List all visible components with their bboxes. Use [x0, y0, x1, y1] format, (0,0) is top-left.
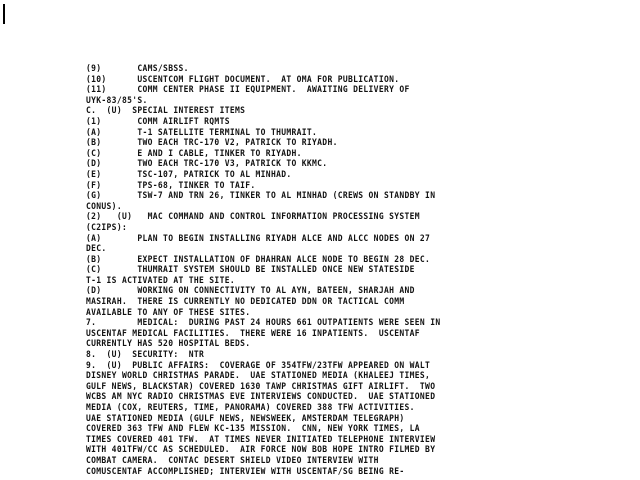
document-line: MEDIA (COX, REUTERS, TIME, PANORAMA) COVERED 388 TFW ACTIVITIES.	[86, 403, 415, 413]
document-line: UYK-83/85'S.	[86, 95, 148, 106]
document-line: T-1 IS ACTIVATED AT THE SITE.	[86, 275, 235, 286]
document-line: TIMES COVERED 401 TFW. AT TIMES NEVER INITIATED TELEPHONE INTERVIEW	[86, 434, 436, 445]
document-line: WCBS AM NYC RADIO CHRISTMAS EVE INTERVIEWS CONDUCTED. UAE STATIONED	[86, 392, 436, 403]
document-line: WITH 401TFW/CC AS SCHEDULED. AIR FORCE NOW BOB HOPE INTRO FILMED BY	[86, 445, 436, 456]
document-line: (9) CAMS/SBSS.	[86, 64, 189, 74]
document-line: (10) USCENTCOM FLIGHT DOCUMENT. AT OMA FOR PUBLICATION.	[86, 74, 400, 85]
text-cursor-bar	[3, 4, 5, 24]
document-line: 8. (U) SECURITY: NTR	[86, 350, 205, 361]
document-line: COVERED 363 TFW AND FLEW KC-135 MISSION. CNN, NEW YORK TIMES, LA	[86, 424, 420, 435]
document-line: DEC.	[86, 244, 107, 255]
document-line: GULF NEWS, BLACKSTAR) COVERED 1630 TAWP CHRISTMAS GIFT AIRLIFT. TWO	[86, 381, 436, 392]
document-line: (C2IPS):	[86, 222, 128, 233]
document-line: (11) COMM CENTER PHASE II EQUIPMENT. AWAITING DELIVERY OF	[86, 85, 410, 96]
document-line: MASIRAH. THERE IS CURRENTLY NO DEDICATED DDN OR TACTICAL COMM	[86, 297, 405, 308]
document-line: (A) T-1 SATELLITE TERMINAL TO THUMRAIT.	[86, 127, 318, 138]
document-line: (C) THUMRAIT SYSTEM SHOULD BE INSTALLED ONCE NEW STATESIDE	[86, 265, 415, 276]
document-line: C. (U) SPECIAL INTEREST ITEMS	[86, 106, 246, 117]
document-line: (C) E AND I CABLE, TINKER TO RIYADH.	[86, 148, 302, 159]
document-line: CONUS).	[86, 201, 122, 212]
document-line: 9. (U) PUBLIC AFFAIRS: COVERAGE OF 354TFW/23TFW APPEARED ON WALT	[86, 360, 431, 371]
document-line: COMUSCENTAF ACCOMPLISHED; INTERVIEW WITH USCENTAF/SG BEING RE-	[86, 466, 405, 477]
document-line: COMBAT CAMERA. CONTAC DESERT SHIELD VIDEO INTERVIEW WITH	[86, 455, 379, 466]
document-line: (B) EXPECT INSTALLATION OF DHAHRAN ALCE NODE TO BEGIN 28 DEC.	[86, 254, 431, 265]
document-line: USCENTAF MEDICAL FACILITIES. THERE WERE 16 INPATIENTS. USCENTAF	[86, 328, 420, 339]
document-line: (F) TPS-68, TINKER TO TAIF.	[86, 180, 256, 191]
document-line: (D) WORKING ON CONNECTIVITY TO AL AYN, BATEEN, SHARJAH AND	[86, 286, 415, 297]
document-line: (2) (U) MAC COMMAND AND CONTROL INFORMATION PROCESSING SYSTEM	[86, 212, 420, 223]
document-line: CURRENTLY HAS 520 HOSPITAL BEDS.	[86, 339, 251, 350]
document-line: (D) TWO EACH TRC-170 V3, PATRICK TO KKMC.	[86, 159, 328, 170]
document-line: DISNEY WORLD CHRISTMAS PARADE. UAE STATIONED MEDIA (KHALEEJ TIMES,	[86, 371, 431, 382]
document-line: (G) TSW-7 AND TRN 26, TINKER TO AL MINHAD (CREWS ON STANDBY IN	[86, 191, 436, 202]
document-line: (1) COMM AIRLIFT RQMTS	[86, 116, 230, 127]
document-line: AVAILABLE TO ANY OF THESE SITES.	[86, 307, 251, 318]
document-line: (A) PLAN TO BEGIN INSTALLING RIYADH ALCE AND ALCC NODES ON 27	[86, 233, 431, 244]
document-line: (E) TSC-107, PATRICK TO AL MINHAD.	[86, 169, 292, 180]
document-line: UAE STATIONED MEDIA (GULF NEWS, NEWSWEEK, AMSTERDAM TELEGRAPH)	[86, 413, 405, 424]
document-text-body	[86, 64, 588, 477]
document-line: 7. MEDICAL: DURING PAST 24 HOURS 661 OUTPATIENTS WERE SEEN IN	[86, 318, 441, 329]
document-line: (B) TWO EACH TRC-170 V2, PATRICK TO RIYADH.	[86, 138, 338, 149]
